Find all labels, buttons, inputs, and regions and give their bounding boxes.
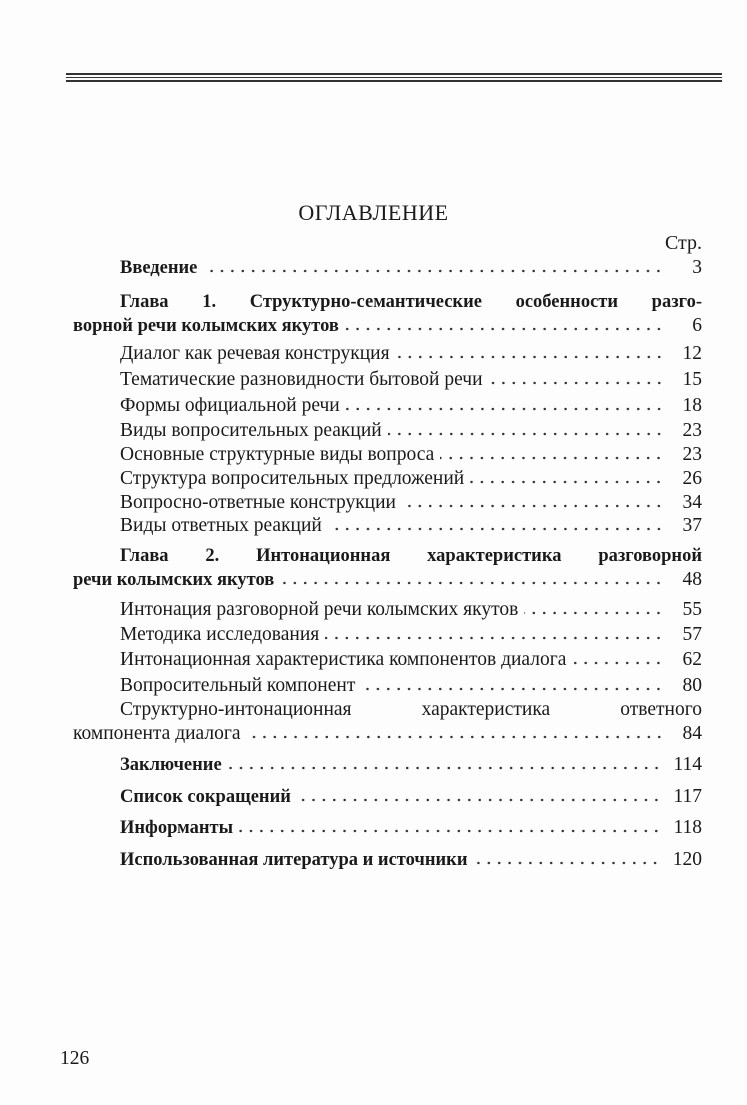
dot-leader [280,581,664,585]
entry-title: Интонация разговорной речи колымских якутов [120,599,519,620]
toc-entry [120,753,702,777]
dot-leader [297,798,662,802]
entry-page: 3 [692,257,702,278]
toc-entry [120,848,702,872]
entry-title: ворной речи колымских якутов [73,316,339,336]
entry-title: Использованная литература и источники [120,850,468,870]
toc-entry [120,256,702,280]
entry-title: Виды вопросительных реакций [120,420,382,441]
entry-title: Список сокращений [120,787,291,807]
dot-leader [572,661,664,665]
dot-leader [470,480,664,484]
entry-page: 117 [673,786,702,807]
entry-page: 57 [682,624,702,645]
toc-entry [120,368,702,392]
toc-entry [120,648,702,672]
toc-entry [120,674,702,698]
toc-entry [120,514,702,538]
toc-entry [120,623,702,647]
entry-page: 12 [682,343,702,364]
toc-entry [120,598,702,622]
dot-leader [325,636,664,640]
toc-entry [120,467,702,491]
dot-leader [388,432,664,436]
entry-title: Виды ответных реакций [120,515,322,536]
entry-page: 80 [682,675,702,696]
entry-title: Диалог как речевая конструкция [120,343,390,364]
dot-leader [402,504,664,508]
entry-page: 118 [673,817,702,838]
entry-page: 26 [682,468,702,489]
toc-entry [120,785,702,809]
entry-page: 62 [682,649,702,670]
entry-page: 84 [682,723,702,744]
entry-page: 18 [682,395,702,416]
entry-title: Тематические разновидности бытовой речи [120,369,483,390]
entry-title: Введение [120,258,198,278]
dot-leader [345,327,664,331]
entry-title-line: Структурно-интонационная характеристика ответного [120,699,702,720]
entry-title-line: Глава 1. Структурно-семантические особенности разго- [120,292,702,312]
entry-title: Интонационная характеристика компонентов диалога [120,649,567,670]
page-number: 126 [60,1048,90,1069]
entry-title: Информанты [120,818,234,838]
dot-leader [489,381,664,385]
dot-leader [396,355,664,359]
dot-leader [346,407,664,411]
entry-title-line: Глава 2. Интонационная характеристика разговорной [120,546,702,566]
dot-leader [328,527,664,531]
entry-title: Вопросно-ответные конструкции [120,492,396,513]
header-rule [66,77,722,78]
dot-leader [228,766,662,770]
toc-entry [120,342,702,366]
entry-page: 15 [682,369,702,390]
entry-title: Вопросительный компонент [120,675,356,696]
toc-entry [120,491,702,515]
entry-page: 34 [682,492,702,513]
entry-page: 55 [682,599,702,620]
toc-entry [120,419,702,443]
entry-page: 114 [673,754,702,775]
entry-title: речи колымских якутов [73,570,275,590]
page-title: ОГЛАВЛЕНИЕ [298,200,449,225]
dot-leader [247,735,664,739]
entry-title: Структура вопросительных предложений [120,468,465,489]
dot-leader [473,861,660,865]
toc-entry [73,568,702,592]
entry-page: 48 [682,569,702,590]
header-rule [66,80,722,82]
toc-entry [73,314,702,338]
entry-title: Формы официальной речи [120,395,340,416]
entry-title: Основные структурные виды вопроса [120,444,435,465]
entry-title: Заключение [120,755,222,775]
dot-leader [239,829,661,833]
entry-title: Методика исследования [120,624,320,645]
toc-entry [120,816,702,840]
toc-entry [120,394,702,418]
page-column-label: Стр. [664,232,702,254]
header-rule [66,73,722,75]
entry-page: 120 [672,849,702,870]
entry-title: компонента диалога [73,723,241,744]
entry-page: 6 [692,315,702,336]
entry-page: 23 [682,444,702,465]
entry-page: 23 [682,420,702,441]
dot-leader [203,269,664,273]
dot-leader [440,456,664,460]
dot-leader [361,687,664,691]
dot-leader [524,611,664,615]
toc-entry [120,443,702,467]
entry-page: 37 [682,515,702,536]
toc-entry [73,722,702,746]
